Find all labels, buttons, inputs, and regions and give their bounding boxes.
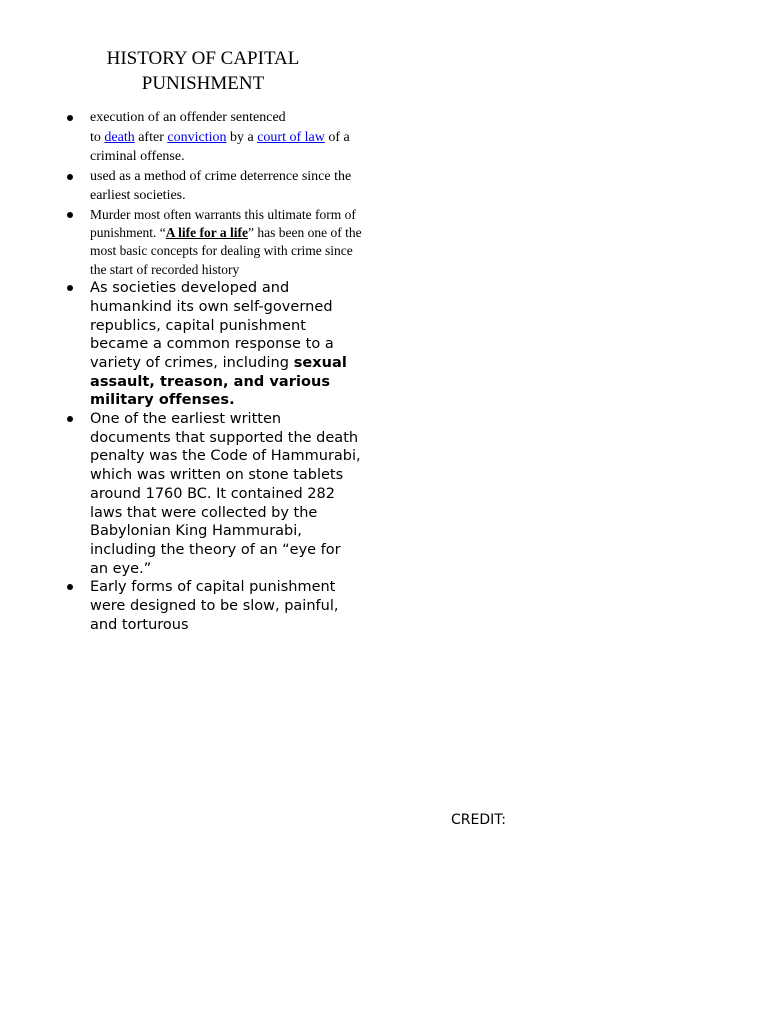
bullet-text: used as a method of crime deterrence since the earliest societies.: [90, 168, 352, 203]
list-item: [62, 108, 362, 167]
bullet-text: ” has been one of the most basic concepts for dealing with crime since the start of recorded history: [90, 224, 362, 277]
bullet-text: of a criminal offense.: [90, 129, 350, 164]
credit-label: CREDIT:: [451, 812, 506, 828]
bullet-text: to: [90, 129, 105, 145]
title-line-1: HISTORY OF CAPITAL: [106, 48, 300, 69]
bullet-icon: [67, 416, 73, 422]
list-item: [62, 167, 362, 206]
bullet-icon: [67, 115, 73, 121]
bullet-text: after: [134, 129, 168, 145]
bullet-text: Murder most often warrants this ultimate form of punishment. “: [90, 206, 356, 240]
bullet-text: by a: [226, 129, 258, 145]
conviction-link[interactable]: conviction: [167, 129, 227, 145]
title-line-2: PUNISHMENT: [141, 73, 265, 94]
list-item: [62, 279, 362, 410]
court-of-law-link[interactable]: court of law: [257, 129, 325, 145]
bullet-text: One of the earliest written documents that supported the death penalty was the Code of Hammurabi, which was written on stone tablets around 1760 BC. It contained 282 laws that were collected by the Babylonian King Hammurabi, including the theory of an “eye for an eye.”: [90, 411, 361, 577]
bullet-icon: [67, 285, 73, 291]
emphasized-phrase: A life for a life: [165, 224, 248, 240]
death-link[interactable]: death: [104, 129, 135, 145]
bullet-list: [62, 108, 362, 634]
list-item: [62, 578, 362, 634]
bullet-text: Early forms of capital punishment were designed to be slow, painful, and torturous: [90, 579, 339, 633]
list-item: [62, 410, 362, 578]
bullet-icon: [67, 584, 73, 590]
bold-phrase: sexual assault, treason, and various military offenses.: [90, 354, 347, 409]
bullet-text: execution of an offender sentenced: [90, 110, 286, 125]
bullet-icon: [67, 212, 73, 218]
bullet-text: As societies developed and humankind its own self-governed republics, capital punishment became a common response to a variety of crimes, including: [90, 280, 334, 371]
list-item: [62, 206, 362, 280]
page-title: [64, 46, 342, 96]
bullet-icon: [67, 174, 73, 180]
